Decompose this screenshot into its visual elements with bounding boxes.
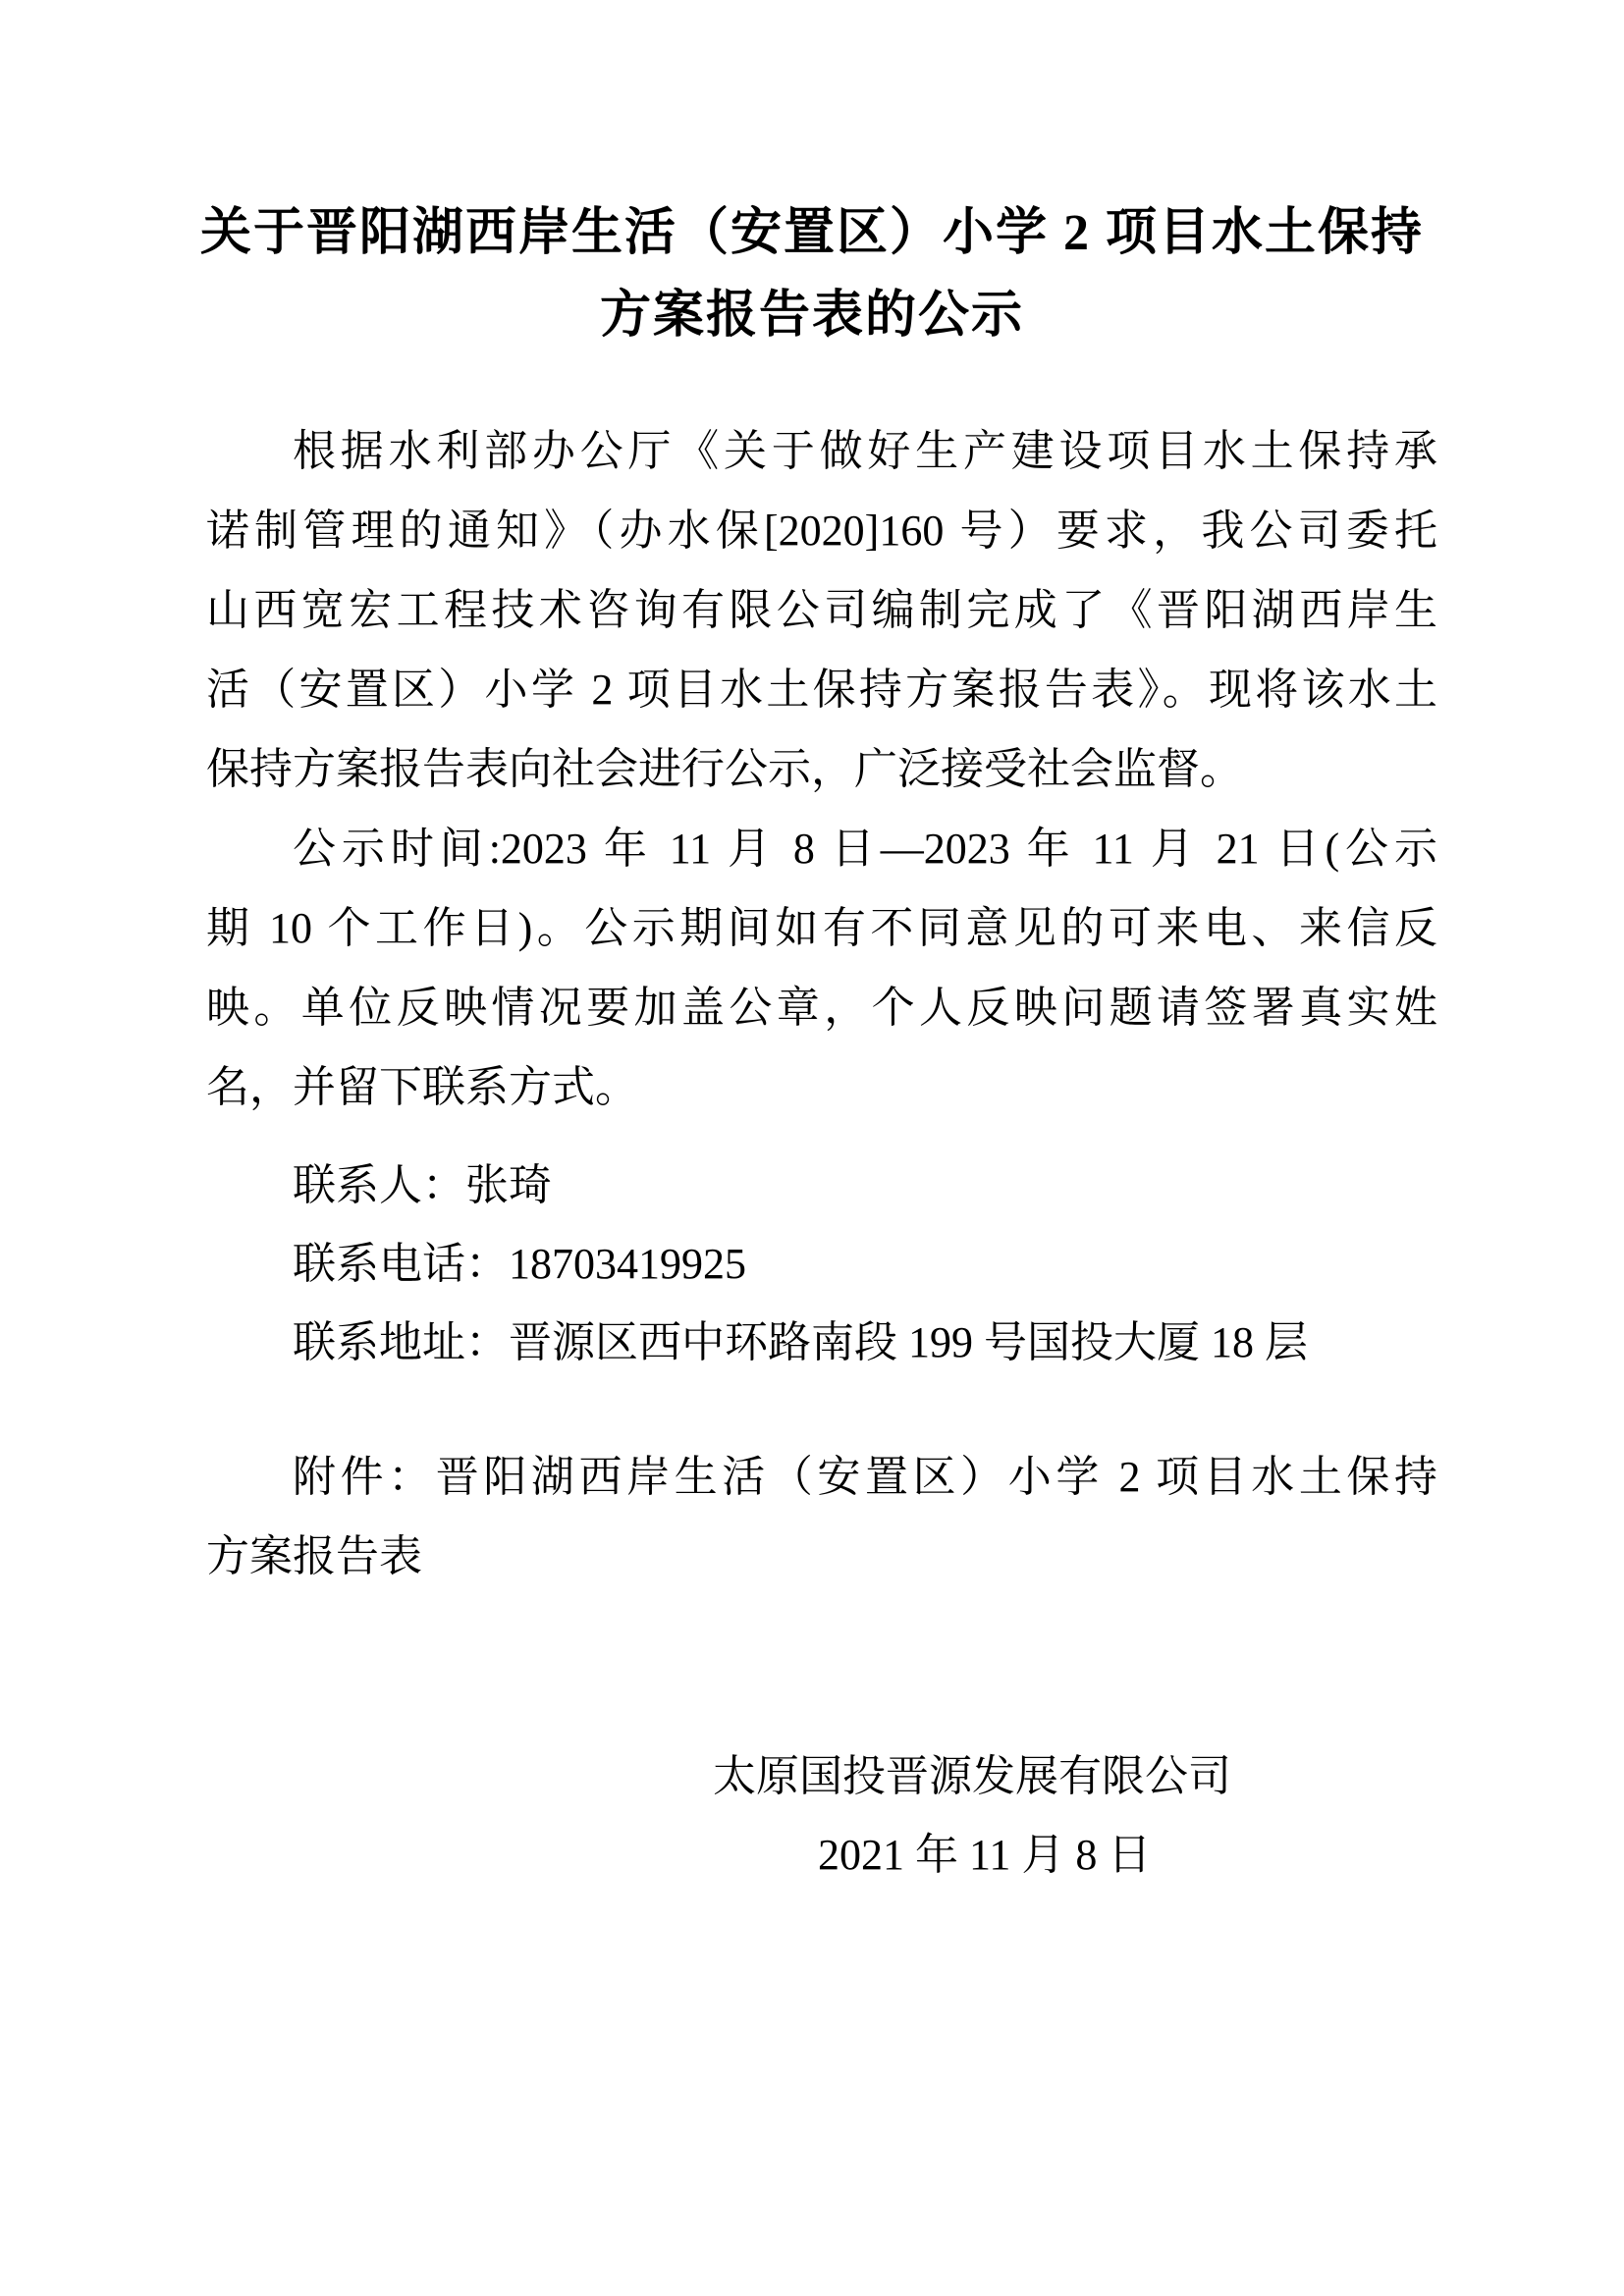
attachment-line-2: 方案报告表 bbox=[206, 1532, 422, 1580]
para2-line-3: 映。单位反映情况要加盖公章，个人反映问题请签署真实姓 bbox=[206, 984, 1437, 1032]
footer-date: 2021 年 11 月 8 日 bbox=[818, 1831, 1152, 1879]
contact-phone-line: 联系电话：18703419925 bbox=[293, 1240, 746, 1288]
doc-title-line-2: 方案报告表的公示 bbox=[599, 288, 1024, 344]
footer-company: 太原国投晋源发展有限公司 bbox=[713, 1752, 1231, 1800]
para1-line-3: 山西宽宏工程技术咨询有限公司编制完成了《晋阳湖西岸生 bbox=[206, 586, 1437, 634]
contact-person-line: 联系人：张琦 bbox=[293, 1161, 552, 1209]
para1-line-5: 保持方案报告表向社会进行公示，广泛接受社会监督。 bbox=[206, 745, 1243, 793]
attachment-line-1: 附件：晋阳湖西岸生活（安置区）小学 2 项目水土保持 bbox=[293, 1453, 1437, 1501]
para1-line-4: 活（安置区）小学 2 项目水土保持方案报告表》。现将该水土 bbox=[206, 666, 1437, 714]
para2-line-1: 公示时间:2023 年 11 月 8 日—2023 年 11 月 21 日(公示 bbox=[293, 825, 1437, 873]
doc-title-line-1: 关于晋阳湖西岸生活（安置区）小学 2 项目水土保持 bbox=[199, 205, 1424, 261]
contact-address-line: 联系地址：晋源区西中环路南段 199 号国投大厦 18 层 bbox=[293, 1318, 1308, 1366]
para1-line-2: 诺制管理的通知》（办水保[2020]160 号）要求，我公司委托 bbox=[206, 507, 1437, 555]
para2-line-2: 期 10 个工作日)。公示期间如有不同意见的可来电、来信反 bbox=[206, 904, 1437, 952]
para2-line-4: 名，并留下联系方式。 bbox=[206, 1063, 638, 1111]
para1-line-1: 根据水利部办公厅《关于做好生产建设项目水土保持承 bbox=[293, 427, 1437, 475]
